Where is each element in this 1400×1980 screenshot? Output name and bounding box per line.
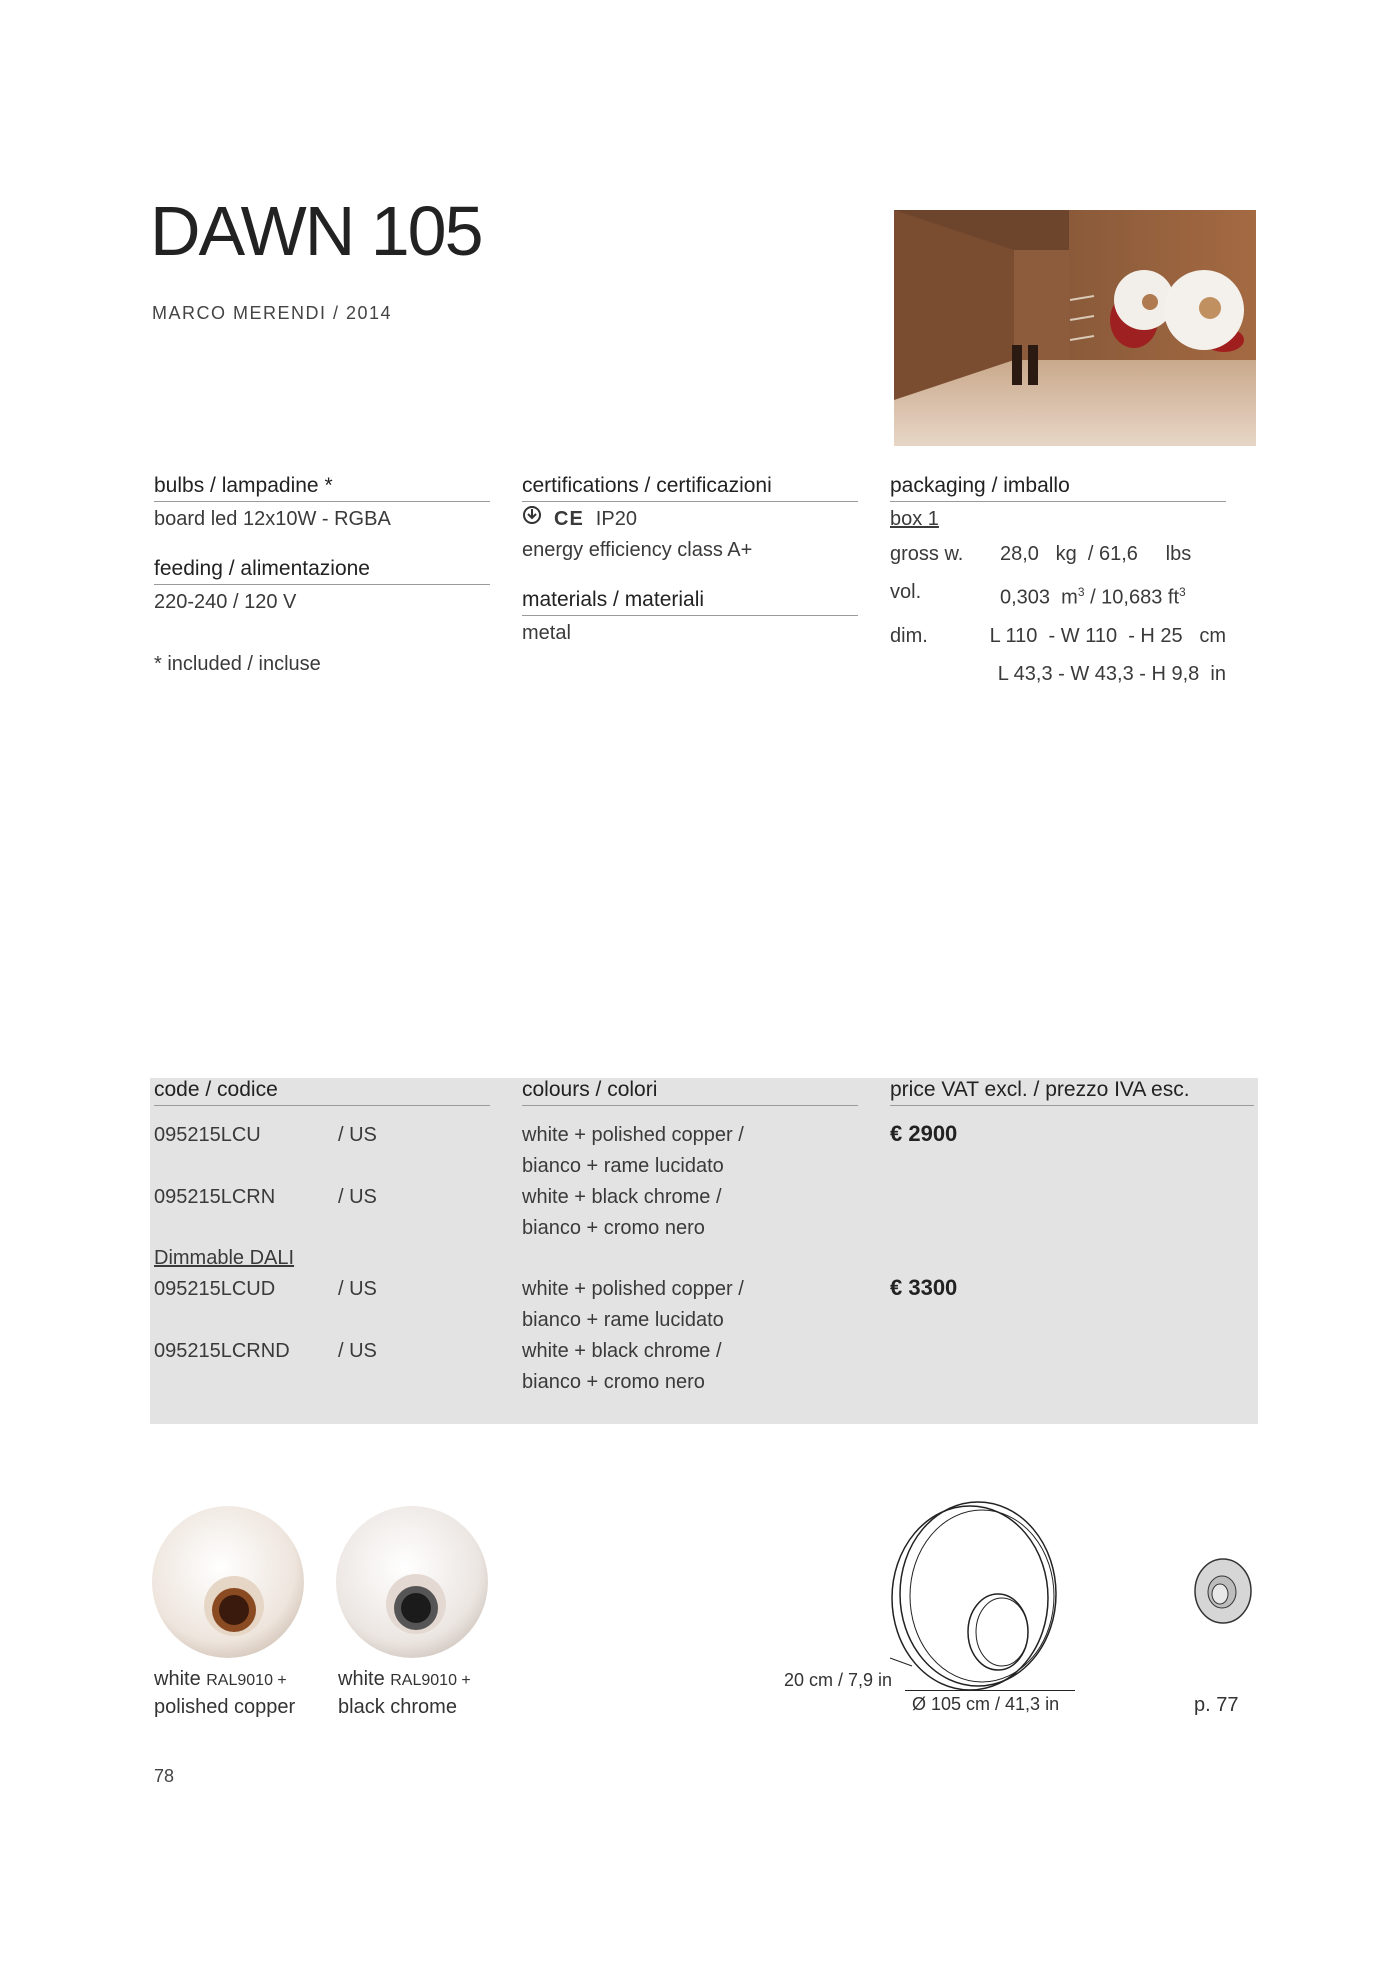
bulbs-heading: bulbs / lampadine *: [154, 474, 490, 502]
bulbs-section: [154, 474, 490, 680]
code-header: code / codice: [154, 1078, 490, 1106]
region-cell: / US: [338, 1278, 377, 1300]
colours-header: colours / colori: [522, 1078, 858, 1106]
dimensions-in-row: [890, 655, 1226, 693]
region-cell: / US: [338, 1340, 377, 1362]
colour-cell: white + black chrome / bianco + cromo nero: [522, 1340, 722, 1393]
product-title: DAWN 105: [150, 192, 482, 270]
packaging-heading: packaging / imballo: [890, 474, 1226, 502]
related-product-icon: [1192, 1556, 1254, 1626]
vol-value: 0,303 $m^3 / 10,683$ $ft^3$: [1000, 585, 1186, 609]
gross-value: 28,0 kg / 61,6 lbs: [1000, 543, 1192, 565]
feeding-heading: feeding / alimentazione: [154, 557, 490, 585]
energy-class: energy efficiency class A+: [522, 539, 753, 561]
colour-cell: white + polished copper / bianco + rame lucidato: [522, 1124, 744, 1177]
region-cell: / US: [338, 1186, 377, 1208]
swatch-caption: white RAL9010 + black chrome: [338, 1668, 471, 1718]
depth-dimension: 20 cm / 7,9 in: [784, 1670, 893, 1690]
page-number: 78: [154, 1766, 175, 1786]
cert-marks: [522, 504, 858, 535]
price-standard: € 2900: [890, 1121, 958, 1146]
safety-mark-icon: [522, 504, 542, 535]
gross-label: gross w.: [890, 543, 964, 565]
dimensions-row: [890, 617, 1226, 655]
box-label: box 1: [890, 508, 939, 530]
ip-rating: IP20: [595, 508, 637, 530]
swatch-polished-copper: [152, 1506, 304, 1658]
materials-value: metal: [522, 622, 571, 644]
code-cell: 095215LCU: [154, 1124, 261, 1146]
certifications-section: [522, 474, 858, 649]
product-photo: [894, 210, 1256, 446]
gross-weight-row: [890, 535, 1226, 573]
colour-cell: white + black chrome / bianco + cromo nero: [522, 1186, 722, 1239]
colour-cell: white + polished copper / bianco + rame lucidato: [522, 1278, 744, 1331]
volume-row: [890, 573, 1226, 617]
dim-label: dim.: [890, 624, 928, 647]
materials-heading: materials / materiali: [522, 588, 858, 616]
page-reference: p. 77: [1194, 1694, 1239, 1716]
dim-in: L 43,3 - W 43,3 - H 9,8 in: [997, 662, 1226, 685]
packaging-section: [890, 474, 1226, 693]
price-header: price VAT excl. / prezzo IVA esc.: [890, 1078, 1254, 1106]
price-dimmable: € 3300: [890, 1275, 958, 1300]
dimmable-dali-label: Dimmable DALI: [154, 1247, 295, 1269]
included-note: * included / incluse: [154, 653, 321, 675]
code-cell: 095215LCUD: [154, 1278, 276, 1300]
ce-mark-icon: CE: [554, 508, 584, 530]
feeding-value: 220-240 / 120 V: [154, 591, 297, 613]
region-cell: / US: [338, 1124, 377, 1146]
swatch-caption: white RAL9010 + polished copper: [154, 1668, 296, 1718]
diameter-line: [905, 1690, 1075, 1691]
code-cell: 095215LCRN: [154, 1186, 276, 1208]
bulbs-value: board led 12x10W - RGBA: [154, 508, 391, 530]
certifications-heading: certifications / certificazioni: [522, 474, 858, 502]
designer-year: MARCO MERENDI / 2014: [152, 303, 393, 323]
dim-cm: L 110 - W 110 - H 25 cm: [989, 624, 1226, 647]
technical-drawing: [880, 1498, 1080, 1708]
diameter-dimension: Ø 105 cm / 41,3 in: [912, 1694, 1060, 1714]
code-cell: 095215LCRND: [154, 1340, 290, 1362]
vol-label: vol.: [890, 581, 922, 603]
swatch-black-chrome: [336, 1506, 488, 1658]
